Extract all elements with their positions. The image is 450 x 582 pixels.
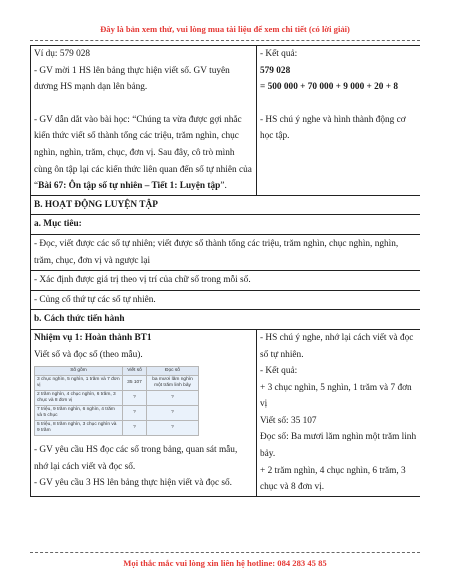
exercise-cell: 3 chục nghìn, 5 nghìn, 1 trăm và 7 đơn vị <box>35 376 123 391</box>
exercise-cell: ? <box>123 406 147 421</box>
exercise-header-row <box>35 367 199 376</box>
task1-title: Nhiệm vụ 1: Hoàn thành BT1 <box>34 332 152 343</box>
objective-2: - Xác định được giá trị theo vị trí của chữ số trong mỗi số. <box>31 271 421 291</box>
exercise-cell: 5 triệu, 8 trăm nghìn, 3 chục nghìn và 9 trăm <box>35 421 123 436</box>
section-b-row <box>31 195 421 215</box>
exercise-cell: ? <box>147 406 199 421</box>
student-column <box>257 46 421 196</box>
exercise-header-cell: Đọc số <box>147 367 199 376</box>
task1-student-line: Đọc số: Ba mươi lăm nghìn một trăm linh bảy. <box>260 432 417 460</box>
objective-row <box>31 271 421 291</box>
preview-banner: Đây là bản xem thử, vui lòng mua tài liệu để xem chi tiết (có lời giải) <box>100 24 350 34</box>
objectives-title-row <box>31 215 421 235</box>
task1-student-line: + 2 trăm nghìn, 4 chục nghìn, 6 trăm, 3 chục và 8 đơn vị. <box>260 465 406 493</box>
objective-3: - Củng cố thứ tự các số tự nhiên. <box>31 290 421 310</box>
exercise-row <box>35 421 199 436</box>
exercise-cell: ? <box>123 421 147 436</box>
teacher-intro: - GV dẫn dắt vào bài học: “Chúng ta vừa được gợi nhắc kiến thức viết số thành tổng các triệu, trăm nghìn, chục nghìn, nghìn, trăm, chục, đơn vị. Sau đây, cô trò mình cùng ôn tập lại các kiến thức liên quan đến số tự nhiên của “Bài 67: Ôn tập số tự nhiên – Tiết 1: Luyện tập”. <box>34 114 252 192</box>
objectives-title: a. Mục tiêu: <box>31 215 421 235</box>
footer-divider <box>30 552 420 553</box>
exercise-cell: 2 trăm nghìn, 4 chục nghìn, 6 trăm, 3 chục và 8 đơn vị <box>35 391 123 406</box>
task1-student-line: - Kết quả: <box>260 366 298 377</box>
section-b-title: B. HOẠT ĐỘNG LUYỆN TẬP <box>31 195 421 215</box>
objective-row <box>31 290 421 310</box>
task1-teacher-step: - GV yêu cầu 3 HS lên bảng thực hiện viết và đọc số. <box>34 478 232 489</box>
objective-1: - Đọc, viết được các số tự nhiên; viết được số thành tổng các triệu, trăm nghìn, chục nghìn, nghìn, trăm, chục, đơn vị và ngược lại <box>31 234 421 270</box>
task1-teacher-column <box>31 329 257 496</box>
example-line: Ví dụ: 579 028 <box>34 49 91 59</box>
objective-row <box>31 234 421 270</box>
task1-row <box>31 329 421 496</box>
task1-student-line: + 3 chục nghìn, 5 nghìn, 1 trăm và 7 đơn vị <box>260 382 412 410</box>
teacher-step: - GV mời 1 HS lên bảng thực hiện viết số. GV tuyên dương HS mạnh dạn lên bảng. <box>34 65 230 93</box>
exercise-cell: ? <box>147 421 199 436</box>
exercise-cell: ? <box>147 391 199 406</box>
method-title: b. Cách thức tiến hành <box>31 310 421 330</box>
exercise-row <box>35 406 199 421</box>
exercise-row <box>35 376 199 391</box>
exercise-row <box>35 391 199 406</box>
method-title-row <box>31 310 421 330</box>
exercise-cell: ? <box>123 391 147 406</box>
student-note: - HS chú ý nghe và hình thành động cơ học tập. <box>260 114 406 142</box>
exercise-cell: 7 triệu, 9 trăm nghìn, 6 nghìn, 4 trăm và 5 chục <box>35 406 123 421</box>
task1-student-column <box>257 329 421 496</box>
teacher-column <box>31 46 257 196</box>
exercise-table <box>34 366 199 436</box>
lesson-name: Bài 67: Ôn tập số tự nhiên – Tiết 1: Luyện tập <box>38 181 221 192</box>
exercise-cell: 35 107 <box>123 376 147 391</box>
exercise-cell: ba mươi lăm nghìn một trăm linh bảy <box>147 376 199 391</box>
exercise-header-cell: Viết số <box>123 367 147 376</box>
result-expansion: = 500 000 + 70 000 + 9 000 + 20 + 8 <box>260 82 399 93</box>
task1-teacher-step: - GV yêu cầu HS đọc các số trong bảng, quan sát mẫu, nhớ lại cách viết và đọc số. <box>34 445 238 472</box>
task1-student-line: Viết số: 35 107 <box>260 415 317 426</box>
result-number: 579 028 <box>260 65 291 76</box>
lesson-table <box>30 45 420 497</box>
task1-instruction: Viết số và đọc số (theo mẫu). <box>34 349 143 360</box>
example-row <box>31 46 421 196</box>
task1-student-line: - HS chú ý nghe, nhớ lại cách viết và đọc số tự nhiên. <box>260 332 414 360</box>
exercise-header-cell: Số gồm <box>35 367 123 376</box>
result-label: - Kết quả: <box>260 49 298 59</box>
document-page <box>30 45 420 550</box>
header-divider <box>30 40 420 41</box>
hotline-banner: Mọi thắc mắc vui lòng xin liên hệ hotline: 084 283 45 85 <box>123 558 327 568</box>
